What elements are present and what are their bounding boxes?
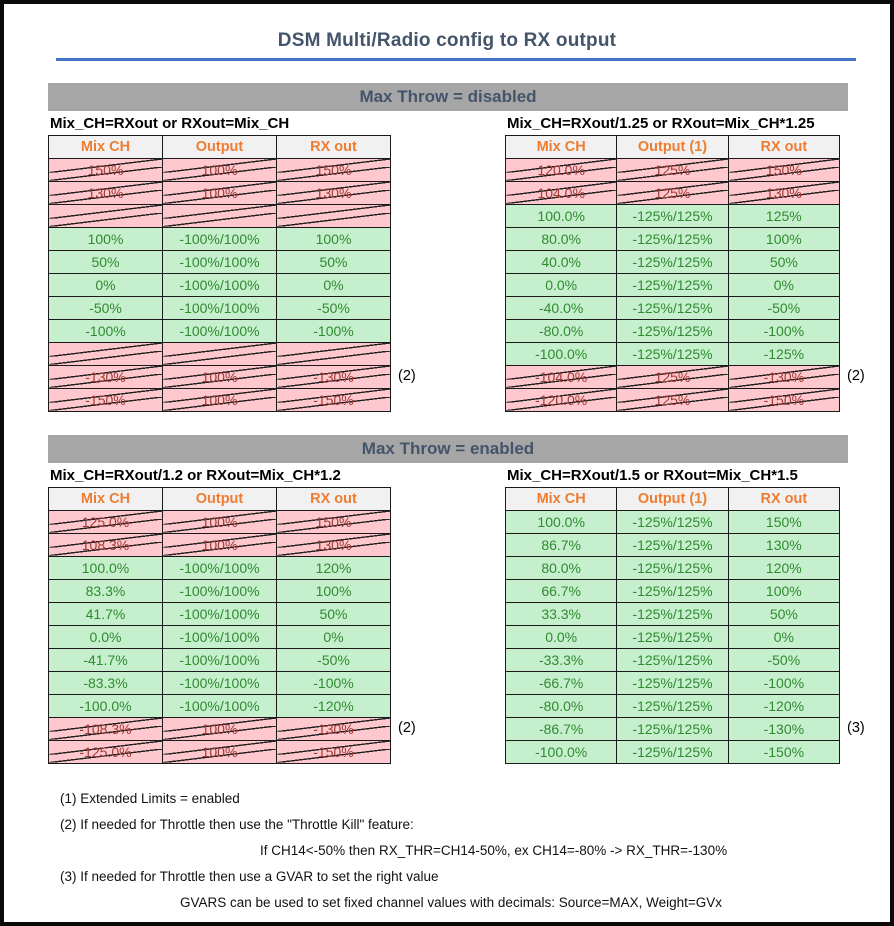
cell: 66.7% [506,580,617,603]
cell: -104.0% [506,366,617,389]
cell: 80.0% [506,228,617,251]
cell [277,205,391,228]
table-group-disabled-left [48,114,416,417]
cell: 0.0% [49,626,163,649]
column-header: Mix CH [49,488,163,511]
table-row [506,695,840,718]
table-row [49,695,391,718]
table-row [49,580,391,603]
table-row [49,557,391,580]
cell: -100%/100% [163,320,277,343]
table-row [49,274,391,297]
mapping-table [505,135,865,412]
cell: 0% [277,626,391,649]
header-row [506,136,840,159]
cell: -100%/100% [163,580,277,603]
cell: 100% [728,580,839,603]
cell: -150% [49,389,163,412]
cell: -125%/125% [617,603,728,626]
table-group-enabled-right [505,466,865,769]
cell [163,343,277,366]
footnotes [60,786,860,916]
cell: 33.3% [506,603,617,626]
table-row [506,228,840,251]
footnote-2: (2) If needed for Throttle then use the "Throttle Kill" feature: [60,817,414,832]
cell: -100%/100% [163,251,277,274]
cell: -100.0% [506,741,617,764]
cell: -130% [277,366,391,389]
table-row [506,649,840,672]
cell: -100% [49,320,163,343]
section-banner-disabled: Max Throw = disabled [48,83,848,111]
cell: -125%/125% [617,297,728,320]
cell: 125% [617,366,728,389]
cell: -125%/125% [617,649,728,672]
cell: -100%/100% [163,274,277,297]
cell: 125.0% [49,511,163,534]
cell: 100% [163,718,277,741]
cell: -66.7% [506,672,617,695]
cell: -120% [277,695,391,718]
cell [49,205,163,228]
table-row [49,511,391,534]
cell: 0.0% [506,274,617,297]
cell: 40.0% [506,251,617,274]
cell: 150% [277,159,391,182]
table-row [506,718,840,741]
cell: -130% [277,718,391,741]
cell: 0.0% [506,626,617,649]
table-row [49,626,391,649]
cell: -130% [49,366,163,389]
cell: -125%/125% [617,534,728,557]
cell: 100% [163,389,277,412]
column-header: Mix CH [506,488,617,511]
cell: -130% [728,366,839,389]
cell: -125%/125% [617,695,728,718]
table-row [506,534,840,557]
footnote-1: (1) Extended Limits = enabled [60,791,240,806]
cell: 0% [728,626,839,649]
cell: -80.0% [506,320,617,343]
cell: -125.0% [49,741,163,764]
cell: 150% [728,159,839,182]
table-formula-label: Mix_CH=RXout/1.2 or RXout=Mix_CH*1.2 [50,467,341,484]
footnote-ref: (3) [847,720,865,736]
cell: 130% [277,534,391,557]
cell: -125% [728,343,839,366]
cell: -120% [728,695,839,718]
cell: 0% [728,274,839,297]
cell: 130% [49,182,163,205]
cell: 130% [277,182,391,205]
cell: -125%/125% [617,228,728,251]
cell: 130% [728,534,839,557]
cell: -40.0% [506,297,617,320]
cell: -50% [49,297,163,320]
cell: 125% [617,182,728,205]
cell: -50% [277,297,391,320]
footnote-ref: (2) [398,720,416,736]
cell: -125%/125% [617,320,728,343]
cell [277,343,391,366]
cell: -86.7% [506,718,617,741]
cell: 125% [617,389,728,412]
table-row [506,741,840,764]
cell: 50% [277,603,391,626]
cell: 100.0% [49,557,163,580]
column-header: RX out [277,136,391,159]
mapping-table [48,487,416,764]
table-row [49,741,391,764]
cell: -125%/125% [617,511,728,534]
table-row [506,205,840,228]
cell: -100%/100% [163,557,277,580]
cell: 100% [728,228,839,251]
cell: -50% [728,297,839,320]
cell: -100%/100% [163,603,277,626]
title-underline [56,58,856,61]
cell: -125%/125% [617,741,728,764]
cell: 50% [277,251,391,274]
table-row [49,159,391,182]
cell: -100% [728,672,839,695]
cell: 100% [163,182,277,205]
table-row [49,649,391,672]
section-banner-enabled: Max Throw = enabled [48,435,848,463]
mapping-table [505,487,865,764]
page-title: DSM Multi/Radio config to RX output [277,30,617,51]
table-row [49,534,391,557]
cell: -150% [277,389,391,412]
column-header: Mix CH [506,136,617,159]
cell: 0% [49,274,163,297]
cell: 120% [277,557,391,580]
cell: 100% [163,366,277,389]
cell: 150% [728,511,839,534]
cell: 120.0% [506,159,617,182]
cell: 41.7% [49,603,163,626]
cell: 104.0% [506,182,617,205]
cell: -100%/100% [163,672,277,695]
cell: 150% [49,159,163,182]
column-header: RX out [728,136,839,159]
table-row [49,251,391,274]
cell: 125% [617,159,728,182]
table-row [49,718,391,741]
cell: 100% [163,511,277,534]
cell: -125%/125% [617,274,728,297]
column-header: RX out [277,488,391,511]
cell: -33.3% [506,649,617,672]
cell: 50% [49,251,163,274]
table-row [506,672,840,695]
table-formula-label: Mix_CH=RXout/1.25 or RXout=Mix_CH*1.25 [507,115,815,132]
cell: 50% [728,251,839,274]
cell: -50% [728,649,839,672]
cell: 0% [277,274,391,297]
cell: -130% [728,718,839,741]
table-row [506,557,840,580]
footnote-2-detail: If CH14<-50% then RX_THR=CH14-50%, ex CH14=-80% -> RX_THR=-130% [260,843,728,858]
table-row [49,320,391,343]
cell: -125%/125% [617,205,728,228]
footnote-3-detail: GVARS can be used to set fixed channel values with decimals: Source=MAX, Weight=GVx [180,895,723,910]
cell: -100%/100% [163,649,277,672]
cell: -120.0% [506,389,617,412]
column-header: Output (1) [617,136,728,159]
cell: 50% [728,603,839,626]
cell: -100% [277,672,391,695]
footnote-ref: (2) [847,368,865,384]
table-row [49,297,391,320]
table-row [49,389,391,412]
cell: 130% [728,182,839,205]
table-row [49,672,391,695]
cell: 80.0% [506,557,617,580]
table-row [506,159,840,182]
cell: 125% [728,205,839,228]
cell: -100% [728,320,839,343]
table-formula-label: Mix_CH=RXout or RXout=Mix_CH [50,115,290,132]
cell: 100% [277,580,391,603]
column-header: RX out [728,488,839,511]
cell: -125%/125% [617,343,728,366]
cell: 100% [49,228,163,251]
table-formula-label: Mix_CH=RXout/1.5 or RXout=Mix_CH*1.5 [507,467,798,484]
table-row [506,626,840,649]
cell: -80.0% [506,695,617,718]
cell: 100% [163,159,277,182]
table-row [506,343,840,366]
cell [49,343,163,366]
table-row [506,320,840,343]
cell: -150% [277,741,391,764]
cell [163,205,277,228]
column-header: Output [163,488,277,511]
footnote-ref: (2) [398,368,416,384]
cell: 83.3% [49,580,163,603]
table-row [506,511,840,534]
cell: -125%/125% [617,718,728,741]
cell: -100%/100% [163,297,277,320]
table-row [49,366,391,389]
cell: -108.3% [49,718,163,741]
cell: -150% [728,741,839,764]
cell: -41.7% [49,649,163,672]
table-row [506,389,840,412]
footnote-3: (3) If needed for Throttle then use a GVAR to set the right value [60,869,439,884]
cell: -50% [277,649,391,672]
cell: -150% [728,389,839,412]
table-row [49,603,391,626]
cell: 86.7% [506,534,617,557]
column-header: Output (1) [617,488,728,511]
table-row [506,297,840,320]
cell: -125%/125% [617,580,728,603]
cell: -125%/125% [617,251,728,274]
cell: -100%/100% [163,626,277,649]
cell: 150% [277,511,391,534]
table-row [49,343,391,366]
cell: 100% [163,741,277,764]
header-row [49,488,391,511]
table-row [49,228,391,251]
column-header: Mix CH [49,136,163,159]
cell: 100.0% [506,205,617,228]
cell: 120% [728,557,839,580]
cell: -100%/100% [163,228,277,251]
cell: 108.3% [49,534,163,557]
table-row [506,366,840,389]
cell: 100.0% [506,511,617,534]
table-row [506,274,840,297]
table-row [506,251,840,274]
table-row [506,182,840,205]
table-row [49,205,391,228]
column-header: Output [163,136,277,159]
cell: -83.3% [49,672,163,695]
table-row [49,182,391,205]
mapping-table [48,135,416,412]
cell: -125%/125% [617,626,728,649]
header-row [49,136,391,159]
header-row [506,488,840,511]
cell: 100% [163,534,277,557]
cell: -100.0% [506,343,617,366]
cell: -125%/125% [617,672,728,695]
table-row [506,603,840,626]
cell: -100%/100% [163,695,277,718]
cell: 100% [277,228,391,251]
cell: -100.0% [49,695,163,718]
table-group-disabled-right [505,114,865,417]
table-group-enabled-left [48,466,416,769]
cell: -100% [277,320,391,343]
cell: -125%/125% [617,557,728,580]
table-row [506,580,840,603]
